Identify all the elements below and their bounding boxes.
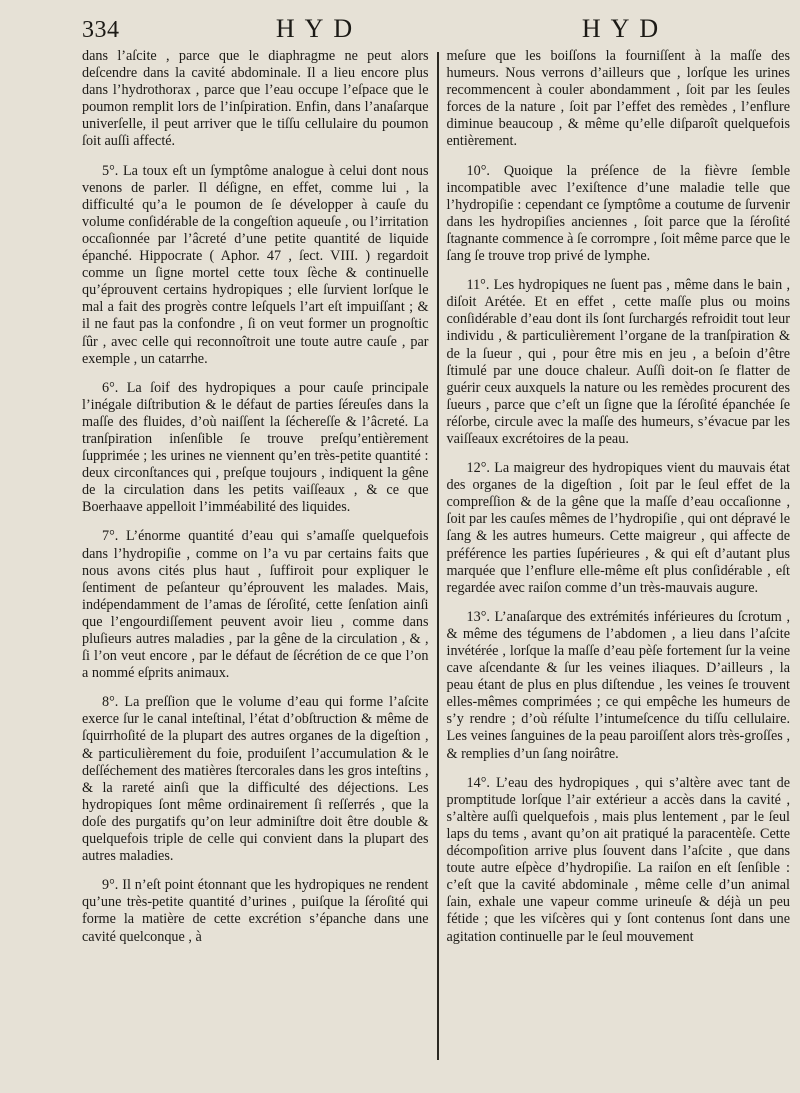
paragraph: 5°. La toux eſt un ſymptôme analogue à celui dont nous venons de parler. Il déſigne, en effet, comme lui , la difficulté qu’a le poumon de ſe développer à cauſe du volume conſidérable de la congeſtion aqueuſe , ou l’irritation occaſionnée par l’âcreté d’une petite quantité de liquide épanché. Hippocrate ( Aphor. 47 , ſect. VIII. ) regardoit comme un ſigne mortel cette toux ſèche & continuelle qu’éprouvent certains hydropiques ; elle ſurvient lorſque le mal a fait des progrès contre leſquels l’art eſt impuiſſant ; & il ne faut pas la confondre , ſi on veut former un prognoſtic ſûr , avec celle qui reconnoîtroit une toute autre cauſe , par exemple , un catarrhe. [82, 162, 429, 367]
paragraph: 12°. La maigreur des hydropiques vient du mauvais état des organes de la digeſtion , ſoit par le ſeul effet de la compreſſion & de la gêne que la maſſe d’eau occaſionne , ſoit par les cauſes mêmes de l’hydropiſie , qui ont dépravé le ſang & les autres humeurs. Cette maigreur , qui affecte de préférence les parties ſupérieures , & qui eſt d’autant plus marquée que l’enflure elle-même eſt plus conſidérable , eſt regardée avec raiſon comme d’un très-mauvais augure. [446, 460, 790, 596]
paragraph: 10°. Quoique la préſence de la fièvre ſemble incompatible avec l’exiſtence d’une maladie telle que l’hydropiſie : cependant ce ſymptôme a coutume de ſurvenir dans les hydropiſies anciennes , ſoit parce que la ſéroſité ſtagnante commence à ſe corrompre , ſoit même parce que le ſang ſe trouve trop privé de lymphe. [446, 162, 790, 265]
paragraph: dans l’aſcite , parce que le diaphragme ne peut alors deſcendre dans la cavité abdominale. Il a lieu encore plus dans l’hydrothorax , parce que l’eau occupe l’eſpace que le poumon remplit lors de l’inſpiration. Enfin, dans l’anaſarque univerſelle, il peut arriver que le tiſſu cellulaire du poumon ſoit auſſi affecté. [82, 48, 429, 150]
running-head [82, 14, 790, 48]
running-head-right: HYD [581, 14, 669, 43]
page-number: 334 [82, 17, 120, 43]
left-column [82, 48, 437, 1078]
paragraph: 14°. L’eau des hydropiques , qui s’altère avec tant de promptitude lorſque l’air extérieur a accès dans la cavité , s’altère auſſi quelquefois , mais plus lentement , par le ſeul laps du tems , avant qu’on ait pratiqué la paracentèſe. Cette décompoſition arrive plus ſouvent dans l’aſcite , que dans toute autre eſpèce d’hydropiſie. La raiſon en eſt ſenſible : c’eſt que la cavité abdominale , même celle d’un animal ſain, exhale une vapeur comme urineuſe & déjà un peu fétide ; que les viſcères qui y ſont contenus ſont dans une agitation continuelle par le ſeul mouvement [446, 774, 790, 945]
paragraph: meſure que les boiſſons la fourniſſent à la maſſe des humeurs. Nous verrons d’ailleurs que , lorſque les urines recommencent à couler abondamment , ſoit par les ſeules forces de la nature , ſoit par l’effet des remèdes , l’enflure diminue beaucoup , & même qu’elle diſparoît quelquefois entièrement. [446, 48, 790, 150]
running-head-left: HYD [275, 14, 363, 43]
paragraph: 9°. Il n’eſt point étonnant que les hydropiques ne rendent qu’une très-petite quantité d’urines , puiſque la ſéroſité qui forme la matière de cette excrétion s’épanche dans une cavité quelconque , à [82, 877, 429, 945]
text-columns [82, 48, 790, 1078]
paragraph: 7°. L’énorme quantité d’eau qui s’amaſſe quelquefois dans l’hydropiſie , comme on l’a vu par certains faits que nous avons cités plus haut , ſuffiroit pour expliquer le ſentiment de peſanteur qu’éprouvent les malades. Mais, indépendamment de l’amas de ſéroſité, cette ſenſation ainſi que l’engourdiſſement peuvent avoir lieu , comme dans pluſieurs autres maladies , par la gêne de la circulation , & , ſi l’on veut encore , par le défaut de ſécrétion de ce que l’on a nommé eſprits animaux. [82, 528, 429, 682]
paragraph: 13°. L’anaſarque des extrémités inférieures du ſcrotum , & même des tégumens de l’abdomen , a lieu dans l’aſcite invétérée , lorſque la maſſe d’eau pèſe fortement ſur la veine cave aſcendante & ſur les veines iliaques. D’ailleurs , la peau étant de plus en plus diſtendue , les veines ſe trouvent elles-mêmes comprimées ; ce qui empêche les humeurs de s’y rendre ; d’où réſulte l’intumeſcence du tiſſu cellulaire. Les veines ſanguines de la peau paroiſſent alors très-groſſes , & remplies d’un ſang noirâtre. [446, 608, 790, 762]
paragraph: 8°. La preſſion que le volume d’eau qui forme l’aſcite exerce ſur le canal inteſtinal, l’état d’obſtruction & même de ſquirrhoſité de la plupart des autres organes de la digeſtion , & particulièrement du foie, produiſent l’accumulation & le deſſéchement des matières ſtercorales dans les gros inteſtins , & la rareté ainſi que la difficulté des déjections. Les hydropiques ſont même ordinairement ſi reſſerrés , que la doſe des purgatifs qu’on leur adminiſtre doit être double & quelquefois triple de celle qui convient dans la plupart des autres maladies. [82, 694, 429, 865]
right-column [439, 48, 791, 1078]
paragraph: 6°. La ſoif des hydropiques a pour cauſe principale l’inégale diſtribution & le défaut de parties ſéreuſes dans la maſſe des fluides, d’où naiſſent la ſécherеſſe & l’âcreté. La tranſpiration inſenſible ſe trouve preſqu’entièrement ſupprimée ; les urines ne viennent qu’en très-petite quantité : deux circonſtances qui , preſque toujours , indiquent la gêne de la circulation dans les petits vaiſſeaux , & ce que Boerhaave appelloit l’imméabilité des liquides. [82, 379, 429, 516]
paragraph: 11°. Les hydropiques ne ſuent pas , même dans le bain , diſoit Arétée. Et en effet , cette maſſe plus ou moins conſidérable d’eau dont ils ſont ſurchargés refroidit tout leur individu , & particulièrement l’organe de la tranſpiration & de la ſueur , qui , pour être mis en jeu , a beſoin d’être ſtimulé par une douce chaleur. Auſſi doit-on ſe flatter de guérir ceux auxquels la nature ou les remèdes procurent des ſueurs , parce que c’eſt un ſigne que la ſéroſité épanchée ſe réſorbe, circule avec la maſſe des humeurs, s’évacue par les vaiſſeaux excrétoires de la peau. [446, 277, 790, 447]
